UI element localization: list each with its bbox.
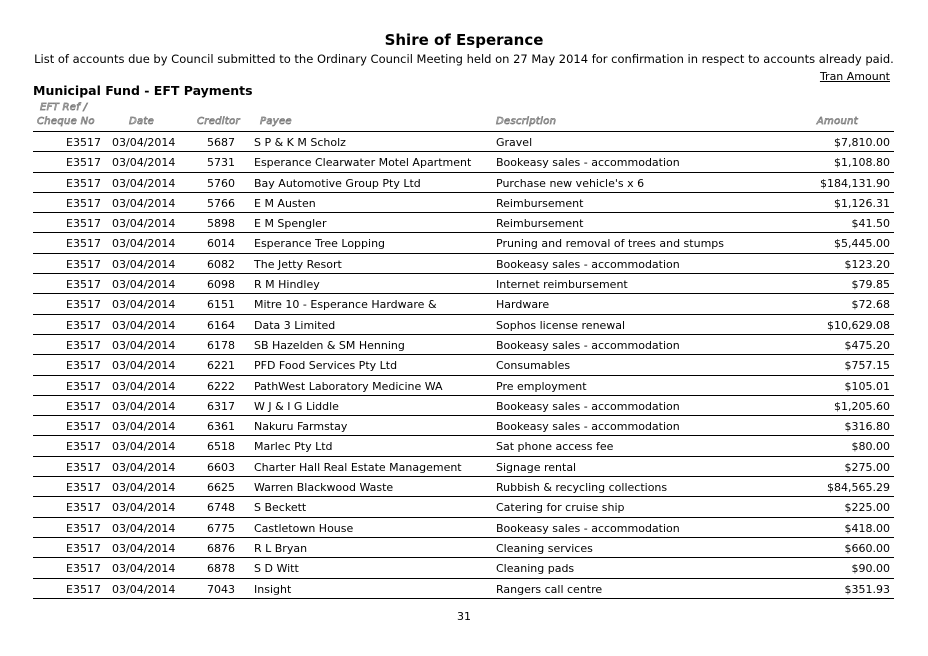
cell-date: 03/04/2014 bbox=[112, 582, 176, 596]
cell-date: 03/04/2014 bbox=[112, 278, 176, 292]
cell-payee: PFD Food Services Pty Ltd bbox=[254, 359, 398, 373]
cell-payee: Charter Hall Real Estate Management bbox=[254, 460, 462, 474]
cell-ref: E3517 bbox=[66, 359, 101, 373]
cell-date: 03/04/2014 bbox=[112, 541, 176, 555]
table-row bbox=[33, 193, 894, 213]
cell-payee: Marlec Pty Ltd bbox=[254, 440, 333, 454]
table-row bbox=[33, 497, 894, 517]
cell-date: 03/04/2014 bbox=[112, 298, 176, 312]
page-number: 31 bbox=[457, 610, 471, 623]
cell-ref: E3517 bbox=[66, 237, 101, 251]
cell-description: Gravel bbox=[496, 136, 533, 149]
cell-date: 03/04/2014 bbox=[112, 257, 176, 271]
cell-amount: $7,810.00 bbox=[834, 136, 890, 149]
cell-ref: E3517 bbox=[66, 278, 101, 292]
cell-ref: E3517 bbox=[66, 420, 101, 434]
cell-ref: E3517 bbox=[66, 379, 101, 393]
cell-ref: E3517 bbox=[66, 399, 101, 413]
cell-payee: E M Spengler bbox=[254, 217, 327, 231]
cell-date: 03/04/2014 bbox=[112, 440, 176, 454]
cell-payee: Esperance Clearwater Motel Apartment bbox=[254, 156, 472, 170]
table-row bbox=[33, 274, 894, 294]
table-row bbox=[33, 376, 894, 396]
cell-date: 03/04/2014 bbox=[112, 399, 176, 413]
table-row bbox=[33, 132, 894, 152]
cell-payee: Esperance Tree Lopping bbox=[254, 237, 386, 251]
cell-ref: E3517 bbox=[66, 562, 101, 576]
cell-date: 03/04/2014 bbox=[112, 481, 176, 495]
cell-payee: Data 3 Limited bbox=[254, 318, 336, 332]
cell-payee: R M Hindley bbox=[254, 278, 320, 292]
cell-description: Catering for cruise ship bbox=[496, 501, 625, 515]
cell-creditor: 6014 bbox=[207, 237, 235, 251]
cell-description: Bookeasy sales - accommodation bbox=[496, 338, 680, 352]
cell-payee: S Beckett bbox=[254, 501, 307, 515]
column-header-amount: Amount bbox=[816, 116, 858, 127]
cell-ref: E3517 bbox=[66, 521, 101, 535]
table-row bbox=[33, 538, 894, 558]
cell-date: 03/04/2014 bbox=[112, 237, 176, 251]
cell-payee: The Jetty Resort bbox=[254, 257, 342, 271]
cell-creditor: 6317 bbox=[207, 399, 235, 413]
cell-creditor: 6876 bbox=[207, 541, 235, 555]
cell-ref: E3517 bbox=[66, 501, 101, 515]
cell-payee: Mitre 10 - Esperance Hardware & bbox=[254, 298, 437, 312]
table-row bbox=[33, 457, 894, 477]
table-row bbox=[33, 254, 894, 274]
cell-creditor: 5766 bbox=[207, 196, 235, 210]
cell-creditor: 6625 bbox=[207, 481, 235, 495]
payments-table bbox=[33, 132, 894, 599]
cell-payee: S D Witt bbox=[254, 562, 299, 576]
cell-creditor: 6164 bbox=[207, 318, 235, 332]
cell-description: Cleaning services bbox=[496, 541, 593, 555]
table-row bbox=[33, 173, 894, 193]
cell-creditor: 6221 bbox=[207, 359, 235, 373]
column-header-description: Description bbox=[496, 116, 557, 127]
cell-amount: $418.00 bbox=[844, 521, 890, 535]
cell-amount: $79.85 bbox=[851, 278, 890, 292]
cell-payee: R L Bryan bbox=[254, 541, 308, 555]
table-row bbox=[33, 335, 894, 355]
cell-amount: $123.20 bbox=[844, 257, 890, 271]
column-header-ref-line1: EFT Ref / bbox=[40, 102, 88, 113]
cell-amount: $275.00 bbox=[844, 460, 890, 474]
column-header-date: Date bbox=[129, 116, 155, 127]
cell-date: 03/04/2014 bbox=[112, 562, 176, 576]
cell-date: 03/04/2014 bbox=[112, 521, 176, 535]
cell-description: Hardware bbox=[496, 298, 550, 312]
cell-payee: Nakuru Farmstay bbox=[254, 420, 348, 434]
cell-date: 03/04/2014 bbox=[112, 501, 176, 515]
cell-date: 03/04/2014 bbox=[112, 176, 176, 190]
cell-creditor: 5898 bbox=[207, 217, 235, 231]
cell-ref: E3517 bbox=[66, 440, 101, 454]
table-row bbox=[33, 294, 894, 314]
cell-amount: $225.00 bbox=[844, 501, 890, 515]
cell-creditor: 5687 bbox=[207, 136, 235, 149]
cell-payee: Warren Blackwood Waste bbox=[254, 481, 394, 495]
cell-amount: $660.00 bbox=[844, 541, 890, 555]
cell-creditor: 6151 bbox=[207, 298, 235, 312]
cell-ref: E3517 bbox=[66, 196, 101, 210]
cell-amount: $1,205.60 bbox=[834, 399, 890, 413]
cell-description: Bookeasy sales - accommodation bbox=[496, 399, 680, 413]
cell-ref: E3517 bbox=[66, 481, 101, 495]
cell-payee: PathWest Laboratory Medicine WA bbox=[254, 379, 443, 393]
cell-description: Purchase new vehicle's x 6 bbox=[496, 176, 645, 190]
cell-amount: $72.68 bbox=[851, 298, 890, 312]
cell-amount: $184,131.90 bbox=[820, 176, 890, 190]
cell-creditor: 6222 bbox=[207, 379, 235, 393]
cell-description: Consumables bbox=[496, 359, 571, 373]
cell-ref: E3517 bbox=[66, 460, 101, 474]
cell-ref: E3517 bbox=[66, 298, 101, 312]
cell-date: 03/04/2014 bbox=[112, 196, 176, 210]
cell-creditor: 5731 bbox=[207, 156, 235, 170]
cell-description: Pre employment bbox=[496, 379, 587, 393]
cell-amount: $84,565.29 bbox=[827, 481, 890, 495]
cell-description: Reimbursement bbox=[496, 217, 584, 231]
document-subtitle: List of accounts due by Council submitted to the Ordinary Council Meeting held on 27 May 2014 for confirmation in respect to accounts already paid. bbox=[34, 52, 894, 66]
tran-amount-label: Tran Amount bbox=[819, 70, 890, 83]
table-row bbox=[33, 213, 894, 233]
table-row bbox=[33, 477, 894, 497]
cell-amount: $90.00 bbox=[851, 562, 890, 576]
cell-amount: $80.00 bbox=[851, 440, 890, 454]
cell-date: 03/04/2014 bbox=[112, 359, 176, 373]
cell-creditor: 6178 bbox=[207, 338, 235, 352]
cell-payee: Insight bbox=[254, 582, 292, 596]
cell-amount: $1,108.80 bbox=[834, 156, 890, 170]
cell-ref: E3517 bbox=[66, 257, 101, 271]
column-header-creditor: Creditor bbox=[197, 116, 240, 127]
cell-date: 03/04/2014 bbox=[112, 136, 176, 149]
cell-description: Rubbish & recycling collections bbox=[496, 481, 668, 495]
cell-amount: $1,126.31 bbox=[834, 196, 890, 210]
cell-description: Rangers call centre bbox=[496, 582, 603, 596]
cell-description: Internet reimbursement bbox=[496, 278, 628, 292]
section-title: Municipal Fund - EFT Payments bbox=[33, 83, 253, 98]
cell-description: Bookeasy sales - accommodation bbox=[496, 521, 680, 535]
cell-amount: $757.15 bbox=[844, 359, 890, 373]
cell-ref: E3517 bbox=[66, 217, 101, 231]
cell-description: Sat phone access fee bbox=[496, 440, 614, 454]
cell-amount: $316.80 bbox=[844, 420, 890, 434]
cell-ref: E3517 bbox=[66, 318, 101, 332]
cell-payee: S P & K M Scholz bbox=[254, 136, 346, 149]
cell-date: 03/04/2014 bbox=[112, 379, 176, 393]
table-row bbox=[33, 518, 894, 538]
cell-creditor: 7043 bbox=[207, 582, 235, 596]
cell-payee: SB Hazelden & SM Henning bbox=[254, 338, 405, 352]
cell-description: Pruning and removal of trees and stumps bbox=[496, 237, 724, 251]
cell-amount: $475.20 bbox=[844, 338, 890, 352]
cell-amount: $105.01 bbox=[844, 379, 890, 393]
cell-description: Reimbursement bbox=[496, 196, 584, 210]
cell-date: 03/04/2014 bbox=[112, 318, 176, 332]
cell-creditor: 6361 bbox=[207, 420, 235, 434]
cell-date: 03/04/2014 bbox=[112, 156, 176, 170]
table-row bbox=[33, 579, 894, 599]
cell-date: 03/04/2014 bbox=[112, 460, 176, 474]
cell-date: 03/04/2014 bbox=[112, 338, 176, 352]
cell-amount: $10,629.08 bbox=[827, 318, 890, 332]
cell-ref: E3517 bbox=[66, 156, 101, 170]
cell-amount: $351.93 bbox=[844, 582, 890, 596]
cell-description: Cleaning pads bbox=[496, 562, 575, 576]
cell-ref: E3517 bbox=[66, 136, 101, 149]
cell-ref: E3517 bbox=[66, 582, 101, 596]
cell-description: Bookeasy sales - accommodation bbox=[496, 156, 680, 170]
cell-amount: $5,445.00 bbox=[834, 237, 890, 251]
table-row bbox=[33, 396, 894, 416]
cell-creditor: 6775 bbox=[207, 521, 235, 535]
cell-creditor: 6748 bbox=[207, 501, 235, 515]
cell-creditor: 5760 bbox=[207, 176, 235, 190]
cell-payee: Bay Automotive Group Pty Ltd bbox=[254, 176, 421, 190]
cell-date: 03/04/2014 bbox=[112, 420, 176, 434]
document-title: Shire of Esperance bbox=[384, 31, 544, 49]
cell-creditor: 6098 bbox=[207, 278, 235, 292]
cell-creditor: 6518 bbox=[207, 440, 235, 454]
cell-description: Bookeasy sales - accommodation bbox=[496, 257, 680, 271]
table-row bbox=[33, 355, 894, 375]
cell-creditor: 6603 bbox=[207, 460, 235, 474]
table-row bbox=[33, 152, 894, 172]
cell-payee: Castletown House bbox=[254, 521, 354, 535]
column-header-payee: Payee bbox=[260, 116, 292, 127]
table-row bbox=[33, 436, 894, 456]
cell-description: Signage rental bbox=[496, 460, 577, 474]
cell-ref: E3517 bbox=[66, 541, 101, 555]
cell-creditor: 6878 bbox=[207, 562, 235, 576]
cell-creditor: 6082 bbox=[207, 257, 235, 271]
cell-description: Bookeasy sales - accommodation bbox=[496, 420, 680, 434]
table-row bbox=[33, 416, 894, 436]
cell-date: 03/04/2014 bbox=[112, 217, 176, 231]
column-header-ref-line2: Cheque No bbox=[37, 116, 95, 127]
cell-description: Sophos license renewal bbox=[496, 318, 626, 332]
table-row bbox=[33, 315, 894, 335]
table-row bbox=[33, 233, 894, 253]
cell-payee: E M Austen bbox=[254, 196, 316, 210]
cell-amount: $41.50 bbox=[851, 217, 890, 231]
cell-ref: E3517 bbox=[66, 176, 101, 190]
cell-payee: W J & I G Liddle bbox=[254, 399, 339, 413]
cell-ref: E3517 bbox=[66, 338, 101, 352]
table-row bbox=[33, 558, 894, 578]
